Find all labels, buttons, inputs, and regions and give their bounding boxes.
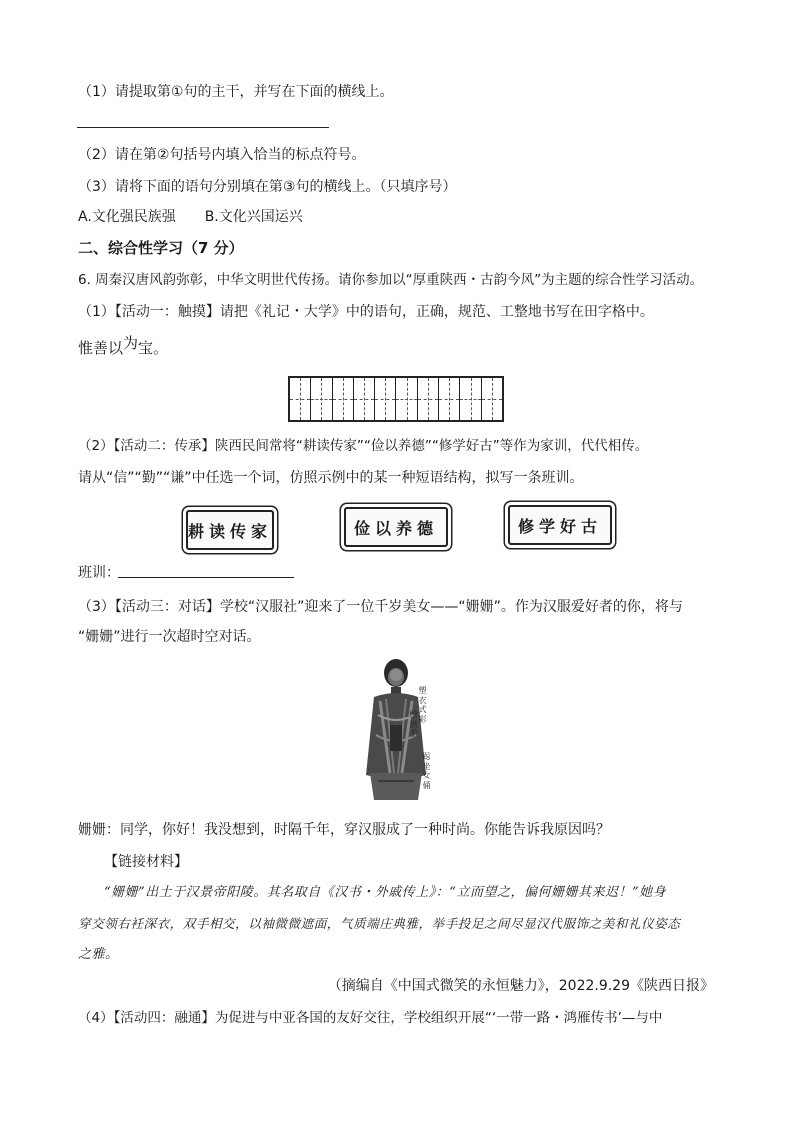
plaque-gengdu: 耕读传家 [186,510,274,550]
tianzige-grid [288,376,504,422]
grid-cell[interactable] [396,378,417,420]
q5-sub2: （2）请在第②句括号内填入恰当的标点符号。 [78,147,366,163]
grid-cell[interactable] [418,378,439,420]
grid-cell[interactable] [482,378,502,420]
q6-intro: 6. 周秦汉唐风韵弥彰，中华文明世代传扬。请你参加以“厚重陕西・古韵今风”为主题的综合性学习活动。 [78,272,704,288]
material-line2: 穿交领右衽深衣，双手相交，以袖微微遮面，气质端庄典雅，举手投足之间尽显汉代服饰之美和礼仪姿态 [78,916,681,931]
option-b: B.文化兴国运兴 [204,209,303,225]
banxun-answer-line[interactable] [118,577,294,578]
activity3-prompt-line1: （3）【活动三：对话】学校“汉服社”迎来了一位千岁美女——“姗姗”。作为汉服爱好者的你，将与 [78,599,683,615]
q5-sub1: （1）请提取第①句的主干，并写在下面的横线上。 [78,84,394,100]
answer-line-q5-1[interactable] [77,127,329,128]
activity4-prompt: （4）【活动四：融通】为促进与中亚各国的友好交往，学校组织开展“‘一带一路・鸿雁传书’—与中 [78,1010,663,1026]
grid-cell[interactable] [439,378,460,420]
quote-post: 宝。 [138,339,169,357]
grid-cell[interactable] [290,378,311,420]
grid-cell[interactable] [333,378,354,420]
material-title: 【链接材料】 [104,854,188,870]
activity2-prompt-line2: 请从“信”“勤”“谦”中任选一个词，仿照示例中的某一种短语结构，拟写一条班训。 [78,470,584,486]
banxun-label: 班训： [78,565,120,581]
quote-raised: 为 [123,334,139,352]
material-source: （摘编自《中国式微笑的永恒魅力》，2022.9.29《陕西日报》 [327,978,714,994]
material-line1: “姗姗”出土于汉景帝阳陵。其名取自《汉书・外戚传上》：“立而望之，偏何姗姗其来迟！”她身 [104,885,667,900]
plaque-xiuxue: 修学好古 [508,505,612,545]
q5-sub3: （3）请将下面的语句分别填在第③句的横线上。（只填序号） [78,179,457,195]
material-line3: 之雅。 [78,947,119,962]
grid-cell[interactable] [460,378,481,420]
section-title: 二、综合性学习（7 分） [78,239,244,257]
activity1-prompt: （1）【活动一：触摸】请把《礼记・大学》中的语句，正确，规范、工整地书写在田字格中。 [78,304,654,320]
quote-pre: 惟善以 [78,339,124,357]
plaque-jianyang: 俭以养德 [344,507,448,547]
figure-caption-col1: 塑衣式彩 [418,686,427,724]
activity3-prompt-line2: “姗姗”进行一次超时空对话。 [78,629,261,645]
grid-cell[interactable] [311,378,332,420]
shanshan-dialogue: 姗姗：同学，你好！我没想到，时隔千年，穿汉服成了一种时尚。你能告诉我原因吗？ [78,822,610,838]
activity1-quote [78,334,169,358]
figure-caption-col2: 绘拱手 [409,710,418,738]
figure-caption-col3: 跽坐女俑 [422,752,431,790]
grid-cell[interactable] [354,378,375,420]
activity2-prompt-line1: （2）【活动二：传承】陕西民间常将“耕读传家”“俭以养德”“修学好古”等作为家训，代代相传。 [78,438,649,454]
grid-cell[interactable] [375,378,396,420]
option-a: A.文化强民族强 [78,209,176,225]
q5-options [78,207,303,227]
